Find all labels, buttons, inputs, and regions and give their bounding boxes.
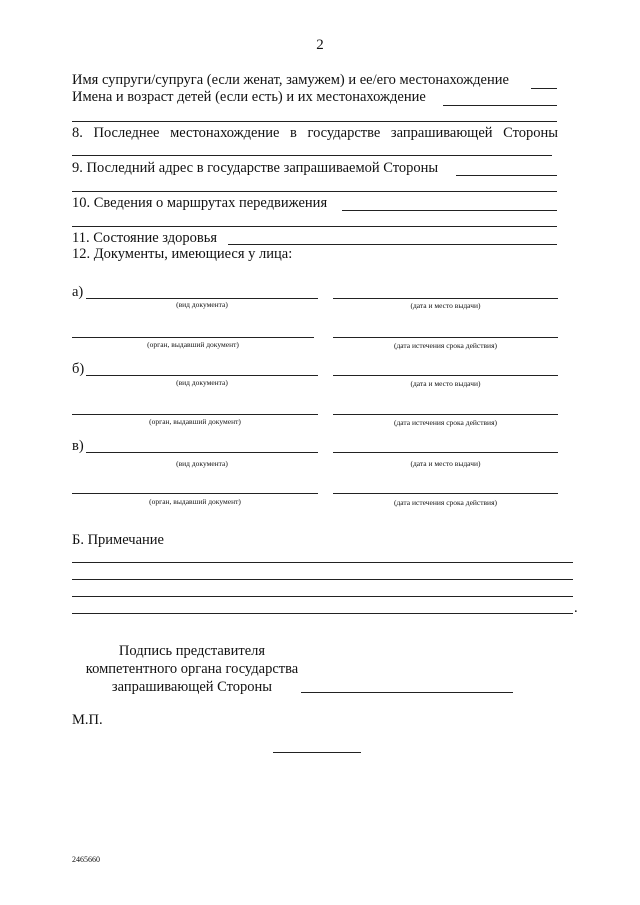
item9-field[interactable] — [456, 175, 557, 176]
spouse-field[interactable] — [531, 88, 557, 89]
signature-line-2: компетентного органа государства — [85, 661, 299, 677]
document-a-type-field[interactable] — [86, 298, 318, 299]
bottom-divider — [273, 752, 361, 753]
document-b-type-field[interactable] — [86, 375, 318, 376]
document-a-issue-caption: (дата и место выдачи) — [410, 301, 481, 310]
document-code: 2465660 — [72, 855, 100, 864]
document-b-issue-field[interactable] — [333, 375, 558, 376]
item11-field[interactable] — [228, 244, 557, 245]
document-b-authority-field[interactable] — [72, 414, 318, 415]
document-c-authority-field[interactable] — [72, 493, 318, 494]
stamp-mark: М.П. — [72, 712, 103, 728]
document-a-authority-field[interactable] — [72, 337, 314, 338]
item11-label: 11. Состояние здоровья — [72, 230, 218, 246]
document-a-authority-caption: (орган, выдавший документ) — [147, 340, 239, 349]
item8-label: 8. Последнее местонахождение в государстве запрашивающей Стороны — [72, 125, 558, 141]
document-c-expiry-caption: (дата истечения срока действия) — [393, 498, 498, 507]
item10-field-continuation[interactable] — [72, 226, 557, 227]
note-line-1[interactable] — [72, 562, 573, 563]
note-end-mark: . — [574, 600, 578, 616]
document-b-expiry-caption: (дата истечения срока действия) — [393, 418, 498, 427]
document-b-issue-caption: (дата и место выдачи) — [410, 379, 481, 388]
document-c-type-caption: (вид документа) — [176, 459, 228, 468]
children-field-continuation[interactable] — [72, 121, 557, 122]
item8-field[interactable] — [72, 155, 552, 156]
document-c-issue-caption: (дата и место выдачи) — [410, 459, 481, 468]
note-line-4[interactable] — [72, 613, 573, 614]
item10-field[interactable] — [342, 210, 557, 211]
document-c-letter: в) — [72, 438, 84, 454]
document-a-expiry-caption: (дата истечения срока действия) — [393, 341, 498, 350]
note-line-3[interactable] — [72, 596, 573, 597]
item9-field-continuation[interactable] — [72, 191, 557, 192]
document-b-authority-caption: (орган, выдавший документ) — [149, 417, 241, 426]
document-a-expiry-field[interactable] — [333, 337, 558, 338]
document-b-letter: б) — [72, 361, 85, 377]
document-c-expiry-field[interactable] — [333, 493, 558, 494]
spouse-label: Имя супруги/супруга (если женат, замужем) и ее/его местонахождение — [72, 72, 509, 88]
document-a-type-caption: (вид документа) — [176, 300, 228, 309]
document-a-issue-field[interactable] — [333, 298, 558, 299]
note-line-2[interactable] — [72, 579, 573, 580]
document-b-expiry-field[interactable] — [333, 414, 558, 415]
page-number: 2 — [316, 37, 324, 53]
document-c-type-field[interactable] — [86, 452, 318, 453]
children-field[interactable] — [443, 105, 557, 106]
item12-label: 12. Документы, имеющиеся у лица: — [72, 246, 293, 262]
item9-label: 9. Последний адрес в государстве запрашиваемой Стороны — [72, 160, 439, 176]
signature-line-3: запрашивающей Стороны — [111, 679, 273, 695]
signature-line-1: Подпись представителя — [118, 643, 266, 659]
document-a-letter: а) — [72, 284, 84, 300]
document-b-type-caption: (вид документа) — [176, 378, 228, 387]
document-c-authority-caption: (орган, выдавший документ) — [149, 497, 241, 506]
note-heading: Б. Примечание — [72, 532, 164, 548]
children-label: Имена и возраст детей (если есть) и их местонахождение — [72, 89, 426, 105]
item10-label: 10. Сведения о маршрутах передвижения — [72, 195, 328, 211]
signature-field[interactable] — [301, 692, 513, 693]
document-c-issue-field[interactable] — [333, 452, 558, 453]
